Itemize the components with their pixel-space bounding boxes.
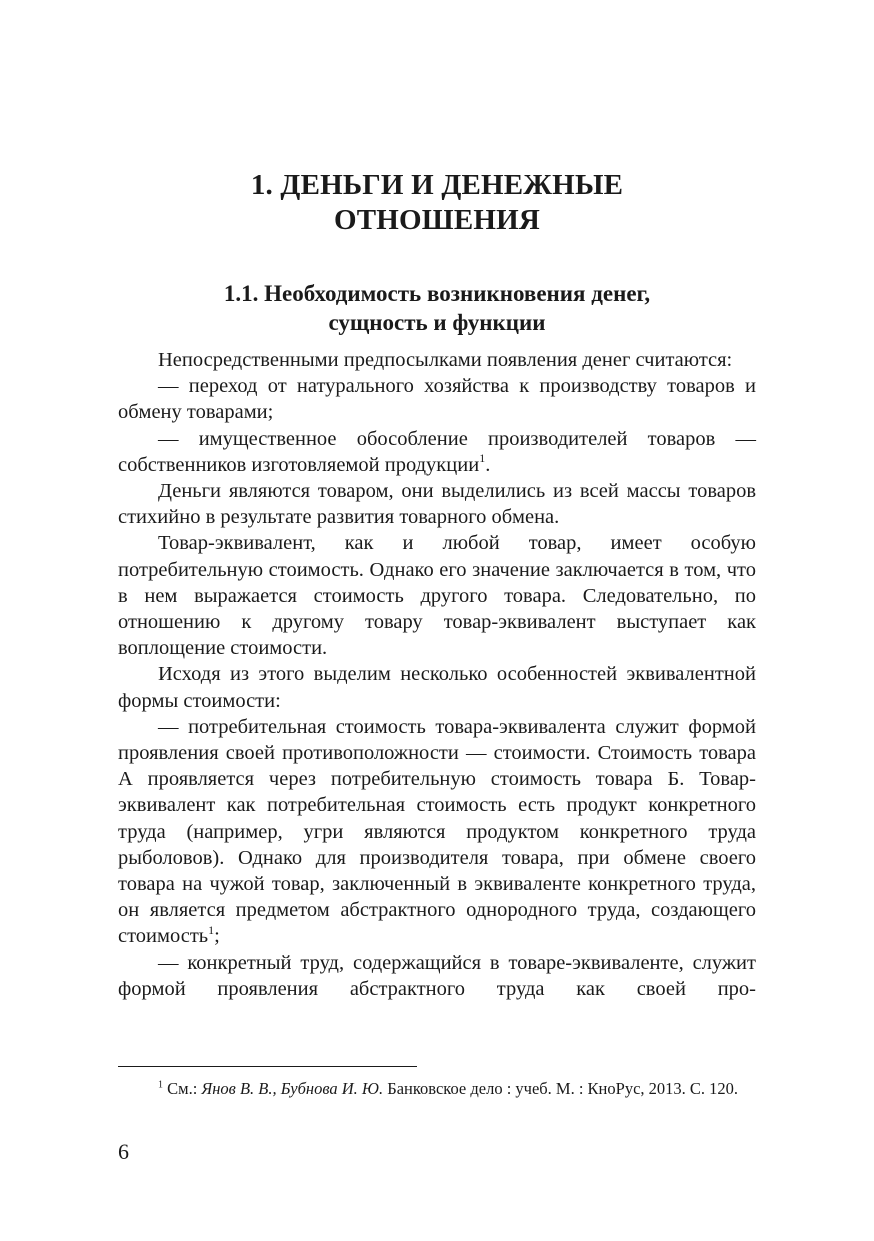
section-title-line-2: сущность и функции — [328, 310, 546, 335]
list-item-paragraph — [118, 426, 756, 478]
chapter-title — [118, 168, 756, 238]
paragraph-text: — имущественное обособление производителей товаров — собственников изготовляемой продукции — [118, 427, 756, 476]
footnote-citation: Банковское дело : учеб. М. : КноРус, 2013. С. 120. — [383, 1079, 739, 1098]
paragraph: Товар-эквивалент, как и любой товар, имеет особую потребительную стоимость. Однако его значение заключается в том, что в нем выражается стоимость другого товара. Следовательно, по отношению к другому товару товар-эквивалент выступает как воплощение стоимости. — [118, 532, 756, 660]
chapter-title-line-2: ОТНОШЕНИЯ — [333, 204, 541, 236]
section-title-line-1: 1.1. Необходимость возникновения денег, — [223, 281, 651, 306]
paragraph: Непосредственными предпосылками появления денег считаются: — [158, 349, 733, 371]
list-item-paragraph: — переход от натурального хозяйства к производству товаров и обмену товарами; — [118, 375, 756, 424]
footnote — [118, 1078, 756, 1100]
footnote-marker: 1 — [158, 1079, 163, 1091]
footnote-authors: Янов В. В., Бубнова И. Ю. — [201, 1079, 384, 1098]
body-text — [118, 347, 756, 1002]
footnote-divider — [118, 1066, 417, 1067]
paragraph: Деньги являются товаром, они выделились из всей массы товаров стихийно в результате развития товарного обмена. — [118, 480, 756, 529]
page-number: 6 — [118, 1139, 129, 1164]
paragraph-punctuation: ; — [214, 925, 220, 948]
footnote-prefix: См.: — [163, 1079, 202, 1098]
section-title — [118, 279, 756, 337]
list-item-paragraph — [118, 714, 756, 950]
paragraph-text: — потребительная стоимость товара-эквивалента служит формой проявления своей противоположности — стоимости. Стоимость товара А проявляется через потребительную стоимость товара Б. Товар-эквивалент как потребительная стоимость есть продукт конкретного труда (например, угри являются продуктом конкретного труда рыболовов). Однако для производителя товара, при обмене своего товара на чужой товар, заключенный в эквиваленте конкретного труда, он является предметом абстрактного однородного труда, создающего стоимость — [118, 715, 756, 948]
footnote-reference[interactable]: 1 — [479, 450, 486, 465]
footnote-reference[interactable]: 1 — [208, 922, 215, 937]
paragraph-punctuation: . — [485, 453, 491, 476]
list-item-paragraph: — конкретный труд, содержащийся в товаре-эквиваленте, служит формой проявления абстрактного труда как своей про- — [118, 951, 756, 1000]
paragraph: Исходя из этого выделим несколько особенностей эквивалентной формы стоимости: — [118, 663, 756, 712]
chapter-title-line-1: 1. ДЕНЬГИ И ДЕНЕЖНЫЕ — [250, 169, 624, 201]
